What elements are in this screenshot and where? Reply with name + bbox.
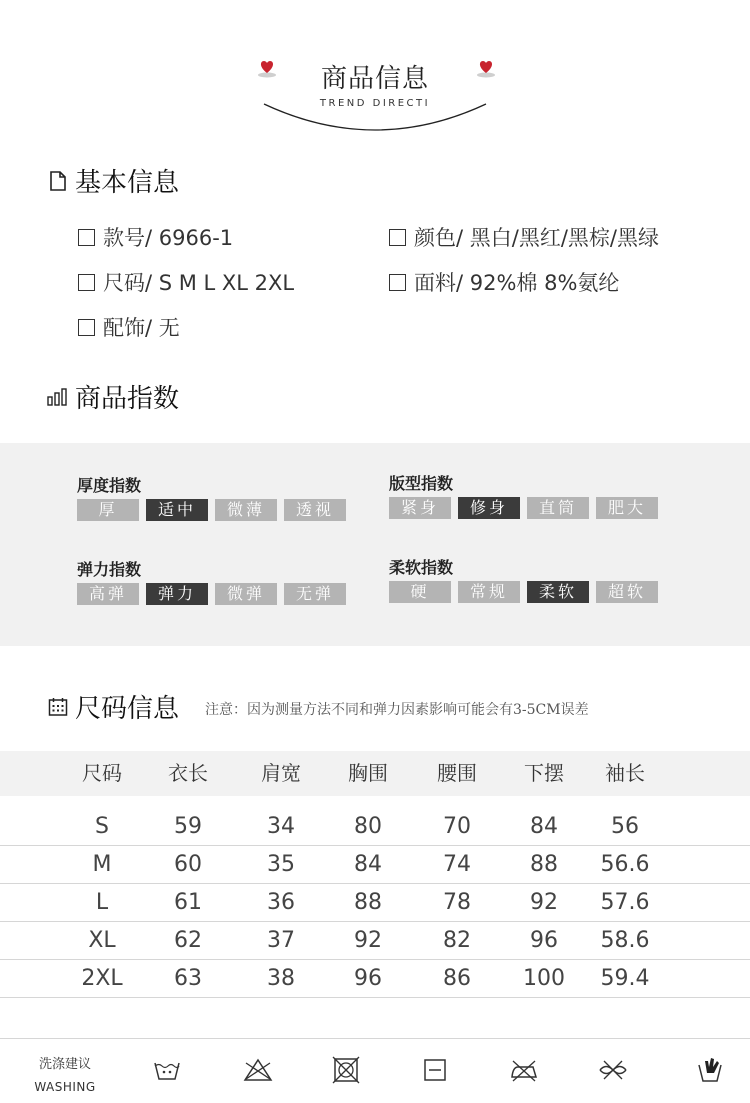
table-cell: 86 [443, 966, 471, 991]
index-group-softness [389, 555, 665, 603]
index-option-selected: 适中 [146, 499, 208, 521]
no-dry-clean-icon [598, 1055, 628, 1085]
table-cell: 60 [174, 852, 202, 877]
index-option: 透视 [284, 499, 346, 521]
table-cell: 35 [267, 852, 295, 877]
table-cell: 58.6 [600, 928, 650, 953]
basic-item-text: 配饰/ 无 [103, 316, 180, 340]
index-panel [0, 443, 750, 646]
iron-low-icon [509, 1055, 539, 1085]
bar-chart-icon [47, 386, 69, 408]
table-cell: 34 [267, 814, 295, 839]
table-cell: L [95, 890, 109, 915]
basic-item-fabric [389, 267, 619, 297]
table-row [0, 884, 750, 922]
header [0, 0, 750, 140]
section-product-index [47, 378, 179, 415]
page-title: 商品信息 [320, 64, 429, 94]
table-cell: 92 [530, 890, 558, 915]
index-option: 紧身 [389, 497, 451, 519]
basic-item-style-no [78, 222, 233, 252]
document-icon [47, 170, 69, 192]
table-cell: 92 [354, 928, 382, 953]
table-cell: 59 [174, 814, 202, 839]
section-size-info [47, 688, 589, 725]
column-header: 腰围 [437, 761, 477, 785]
table-cell: M [92, 852, 112, 877]
index-group-thickness [77, 473, 353, 521]
section-title: 基本信息 [75, 168, 180, 198]
washing-label-cn: 洗涤建议 [38, 1057, 91, 1072]
index-option: 超软 [596, 581, 658, 603]
index-option: 厚 [77, 499, 139, 521]
table-cell: 78 [443, 890, 471, 915]
column-header: 尺码 [82, 761, 122, 785]
basic-item-text: 尺码/ S M L XL 2XL [103, 271, 295, 295]
table-cell: 56.6 [600, 852, 650, 877]
size-table-header [0, 751, 750, 796]
section-basic-info [47, 162, 179, 199]
size-note: 注意：因为测量方法不同和弹力因素影响可能会有3-5CM误差 [205, 701, 589, 718]
table-cell: 70 [443, 814, 471, 839]
section-title: 商品指数 [75, 384, 180, 414]
index-label: 弹力指数 [77, 560, 142, 579]
decorative-arc [262, 100, 488, 132]
no-tumble-dry-icon [331, 1055, 361, 1085]
washing-label-en: WASHING [34, 1080, 96, 1094]
index-label: 柔软指数 [389, 558, 454, 577]
table-cell: 2XL [81, 966, 123, 991]
table-cell: 100 [523, 966, 565, 991]
table-cell: 38 [267, 966, 295, 991]
hand-wash-icon [152, 1055, 182, 1085]
table-cell: 36 [267, 890, 295, 915]
table-cell: 59.4 [600, 966, 650, 991]
index-option-selected: 修身 [458, 497, 520, 519]
checkbox-icon [389, 274, 406, 291]
index-option-selected: 柔软 [527, 581, 589, 603]
basic-item-accessory [78, 312, 180, 342]
table-cell: 84 [354, 852, 382, 877]
glove-icon [695, 1055, 725, 1085]
index-label: 厚度指数 [77, 476, 142, 495]
table-cell: 80 [354, 814, 382, 839]
checkbox-icon [78, 274, 95, 291]
washing-divider [0, 1038, 750, 1039]
basic-item-color [389, 222, 659, 252]
table-cell: 37 [267, 928, 295, 953]
table-cell: 61 [174, 890, 202, 915]
index-option: 微弹 [215, 583, 277, 605]
basic-item-text: 颜色/ 黑白/黑红/黑棕/黑绿 [414, 226, 659, 250]
index-option: 无弹 [284, 583, 346, 605]
table-cell: 96 [530, 928, 558, 953]
table-cell: 82 [443, 928, 471, 953]
table-row [0, 808, 750, 846]
checkbox-icon [78, 229, 95, 246]
index-option: 肥大 [596, 497, 658, 519]
table-cell: 84 [530, 814, 558, 839]
table-cell: 63 [174, 966, 202, 991]
index-group-fit [389, 471, 665, 519]
index-label: 版型指数 [389, 474, 454, 493]
checkbox-icon [389, 229, 406, 246]
index-option: 常规 [458, 581, 520, 603]
page-subtitle: TREND DIRECTI [319, 98, 431, 109]
table-cell: 57.6 [600, 890, 650, 915]
calendar-icon [47, 696, 69, 718]
table-cell: 96 [354, 966, 382, 991]
heart-icon [475, 58, 497, 80]
index-option: 高弹 [77, 583, 139, 605]
table-cell: 88 [530, 852, 558, 877]
table-row [0, 922, 750, 960]
table-cell: 62 [174, 928, 202, 953]
column-header: 肩宽 [261, 761, 301, 785]
flat-dry-icon [420, 1055, 450, 1085]
table-cell: 74 [443, 852, 471, 877]
section-title: 尺码信息 [75, 694, 180, 724]
column-header: 下摆 [524, 761, 564, 785]
table-cell: 56 [611, 814, 639, 839]
column-header: 衣长 [168, 761, 208, 785]
washing-label [30, 1053, 100, 1094]
basic-item-size [78, 267, 294, 297]
checkbox-icon [78, 319, 95, 336]
row-divider [0, 997, 750, 998]
table-row [0, 960, 750, 998]
index-option: 微薄 [215, 499, 277, 521]
index-option-selected: 弹力 [146, 583, 208, 605]
table-cell: XL [88, 928, 116, 953]
column-header: 胸围 [348, 761, 388, 785]
index-option: 硬 [389, 581, 451, 603]
index-option: 直筒 [527, 497, 589, 519]
no-bleach-icon [243, 1055, 273, 1085]
table-row [0, 846, 750, 884]
index-group-elasticity [77, 557, 353, 605]
column-header: 袖长 [605, 761, 645, 785]
table-cell: 88 [354, 890, 382, 915]
table-cell: S [95, 814, 109, 839]
basic-item-text: 款号/ 6966-1 [103, 226, 234, 250]
basic-item-text: 面料/ 92%棉 8%氨纶 [414, 271, 620, 295]
